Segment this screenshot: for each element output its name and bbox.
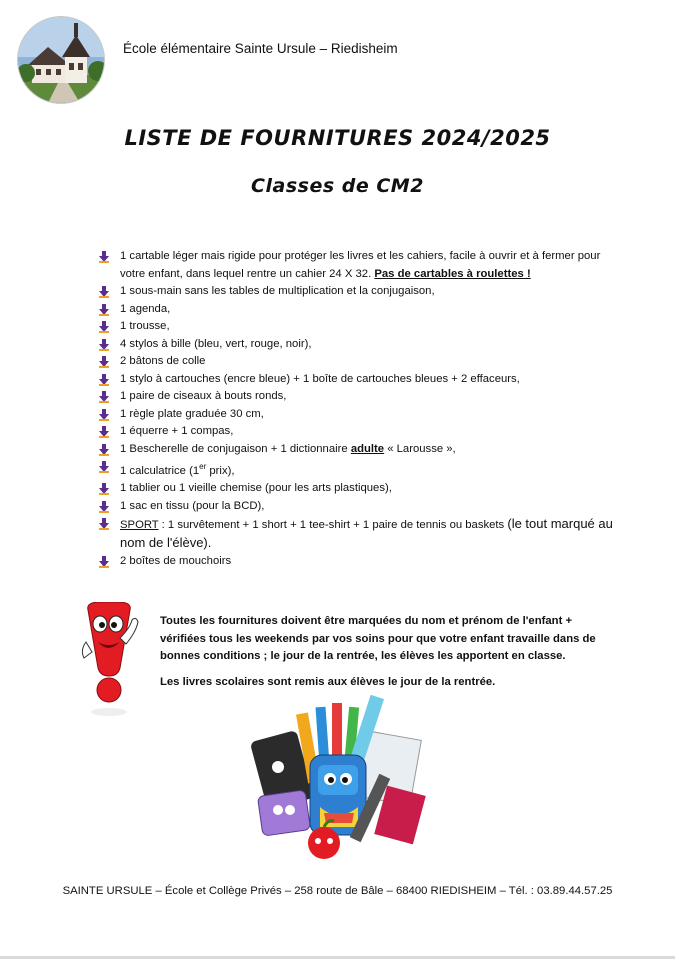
list-item [98, 371, 628, 389]
item-text: 1 cartable léger mais rigide pour protéger les livres et les cahiers, facile à ouvrir et à fermer pour votre enfant, dans lequel rentre un cahier 24 X 32. [120, 250, 601, 280]
item-text: 1 paire de ciseaux à bouts ronds, [120, 390, 287, 402]
item-text: 1 calculatrice (1 [120, 464, 200, 477]
item-text: 1 règle plate graduée 30 cm, [120, 407, 264, 420]
arrow-bullet-icon [98, 556, 110, 568]
school-name: École élémentaire Sainte Ursule – Riedisheim [123, 41, 398, 56]
arrow-bullet-icon [98, 483, 110, 495]
arrow-bullet-icon [98, 391, 110, 403]
arrow-bullet-icon [98, 461, 110, 473]
item-text: 2 bâtons de colle [120, 355, 206, 367]
item-text: 1 sac en tissu (pour la BCD), [120, 499, 265, 512]
supplies-list [98, 248, 628, 571]
list-item [98, 458, 628, 480]
notice-paragraph: Toutes les fournitures doivent être marquées du nom et prénom de l'enfant + vérifiées tous les weekends par vos soins pour que votre enfant travaille dans de bonnes conditions ; le jour de la rentrée, les élèves les apportent en classe. [160, 615, 596, 662]
school-logo-icon [18, 17, 104, 103]
item-text: prix), [206, 464, 235, 477]
arrow-bullet-icon [98, 356, 110, 368]
item-text: 1 stylo à cartouches (encre bleue) + 1 boîte de cartouches bleues + 2 effaceurs, [120, 372, 520, 385]
list-item [98, 301, 628, 319]
footer-address: SAINTE URSULE – École et Collège Privés – 258 route de Bâle – 68400 RIEDISHEIM – Tél. : 03.89.44.57.25 [62, 885, 613, 897]
arrow-bullet-icon [98, 426, 110, 438]
list-item [98, 423, 628, 441]
notice-block [160, 613, 620, 699]
item-text: 1 tablier ou 1 vieille chemise (pour les arts plastiques), [120, 482, 392, 495]
arrow-bullet-icon [98, 304, 110, 316]
page-subtitle: Classes de CM2 [251, 175, 424, 197]
list-item [98, 388, 628, 406]
list-item [98, 441, 628, 459]
item-text: « Larousse », [384, 442, 456, 455]
item-emphasis: SPORT [120, 519, 159, 532]
exclamation-mascot-icon [78, 602, 140, 720]
page-title: LISTE DE FOURNITURES 2024/2025 [124, 126, 551, 150]
school-supplies-clipart-icon [240, 695, 430, 865]
arrow-bullet-icon [98, 444, 110, 456]
list-item [98, 318, 628, 336]
item-text: 1 Bescherelle de conjugaison + 1 dictionnaire [120, 442, 351, 455]
arrow-bullet-icon [98, 409, 110, 421]
item-text: 1 trousse, [120, 320, 170, 332]
item-text: 2 boîtes de mouchoirs [120, 555, 232, 568]
list-item [98, 283, 628, 301]
arrow-bullet-icon [98, 374, 110, 386]
list-item [98, 515, 628, 553]
item-text: 1 équerre + 1 compas, [120, 425, 234, 437]
arrow-bullet-icon [98, 286, 110, 298]
list-item [98, 498, 628, 516]
item-emphasis: Pas de cartables à roulettes ! [374, 267, 531, 280]
item-text: 1 sous-main sans les tables de multiplication et la conjugaison, [120, 285, 435, 297]
list-item [98, 248, 628, 283]
item-text: (le tout marqué au nom de l'élève). [120, 516, 613, 551]
list-item [98, 480, 628, 498]
notice-paragraph: Les livres scolaires sont remis aux élèves le jour de la rentrée. [160, 675, 496, 688]
list-item [98, 336, 628, 354]
arrow-bullet-icon [98, 501, 110, 513]
arrow-bullet-icon [98, 321, 110, 333]
list-item [98, 406, 628, 424]
arrow-bullet-icon [98, 251, 110, 263]
arrow-bullet-icon [98, 518, 110, 530]
item-superscript: er [199, 462, 207, 471]
item-text: 1 agenda, [120, 302, 171, 315]
list-item [98, 353, 628, 371]
item-text: 4 stylos à bille (bleu, vert, rouge, noir), [120, 337, 312, 350]
arrow-bullet-icon [98, 339, 110, 351]
item-emphasis: adulte [350, 442, 385, 455]
list-item [98, 553, 628, 571]
item-text: : 1 survêtement + 1 short + 1 tee-shirt + 1 paire de tennis ou baskets [158, 519, 508, 532]
